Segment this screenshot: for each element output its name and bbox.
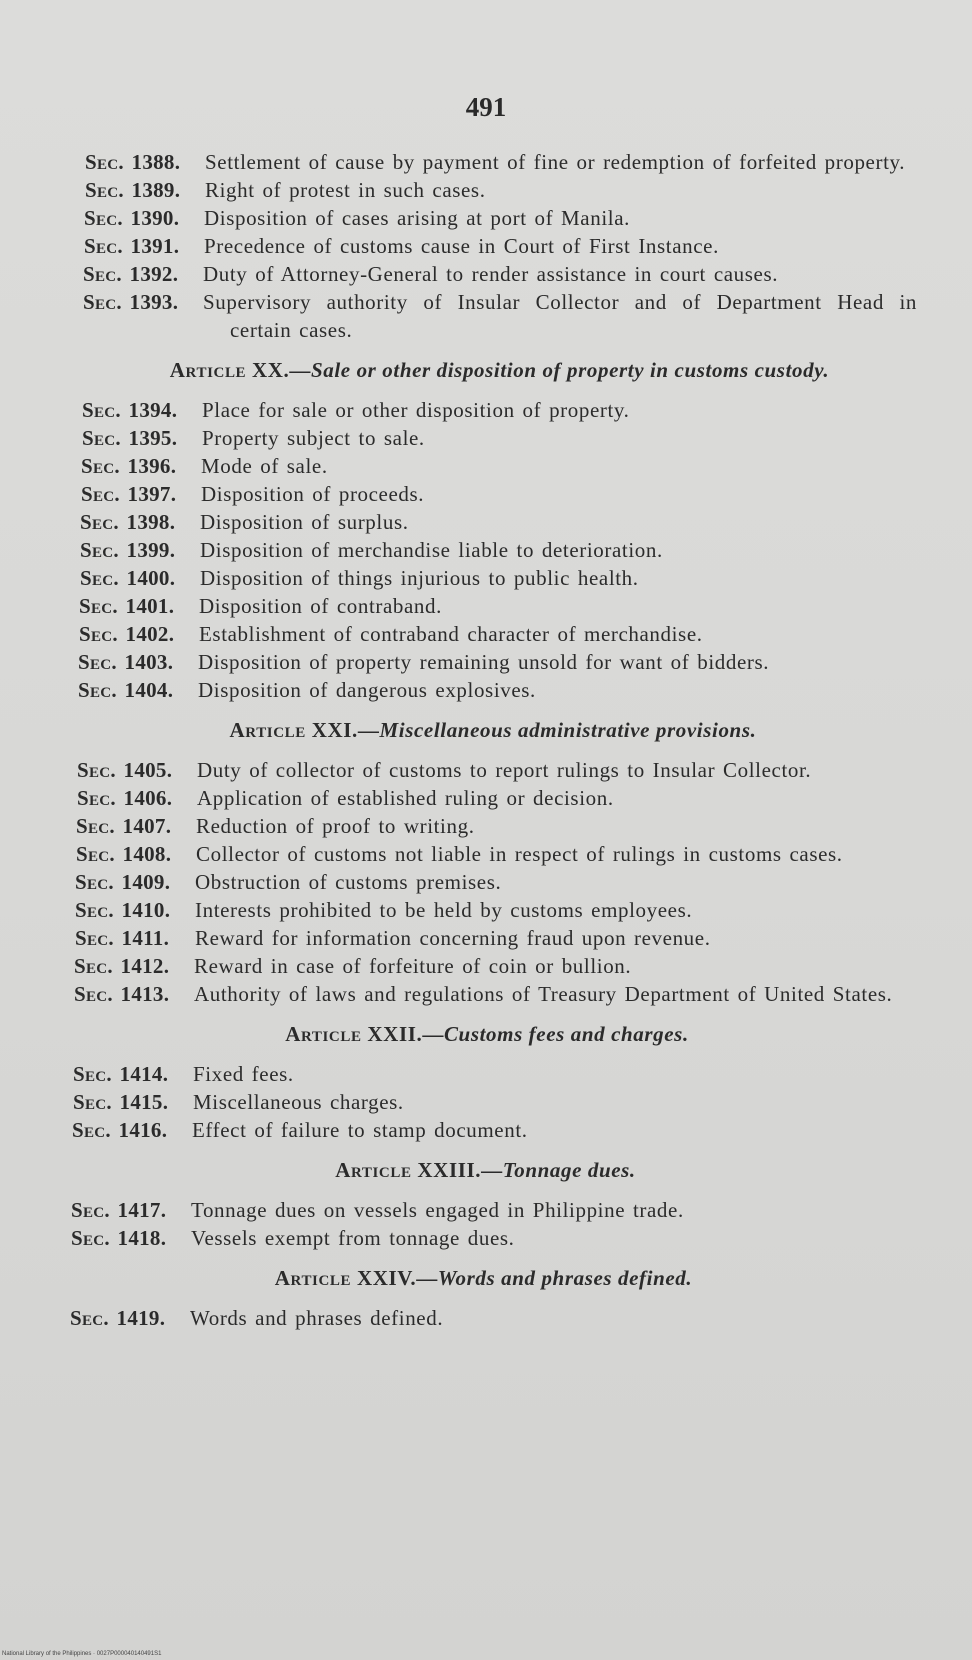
section-prefix: Sec.	[82, 398, 121, 422]
section-num: 1402.	[125, 622, 175, 646]
section-prefix: Sec.	[82, 426, 121, 450]
article-title: Tonnage dues.	[502, 1158, 636, 1182]
section-prefix: Sec.	[80, 538, 119, 562]
section-number	[76, 812, 194, 840]
section-entry	[71, 1196, 898, 1224]
section-number	[82, 396, 200, 424]
section-num: 1410.	[121, 898, 171, 922]
section-prefix: Sec.	[77, 758, 116, 782]
section-prefix: Sec.	[81, 482, 120, 506]
section-title: Property subject to sale.	[202, 426, 425, 450]
section-entry	[77, 756, 907, 784]
section-number	[76, 840, 194, 868]
section-entry	[73, 1060, 901, 1088]
section-entry	[75, 896, 904, 924]
section-num: 1399.	[126, 538, 176, 562]
section-title: Reward in case of forfeiture of coin or bullion.	[194, 954, 632, 978]
section-num: 1396.	[127, 454, 177, 478]
article-heading	[0, 1264, 972, 1292]
table-of-contents	[0, 148, 972, 1332]
section-prefix: Sec.	[85, 178, 124, 202]
section-prefix: Sec.	[75, 898, 114, 922]
section-number	[73, 1088, 191, 1116]
section-title: Effect of failure to stamp document.	[192, 1118, 528, 1142]
section-num: 1388.	[131, 150, 181, 174]
section-entry	[80, 564, 911, 592]
scan-footer: National Library of the Philippines · 0027P000040140491S1	[2, 1651, 162, 1657]
article-title: Sale or other disposition of property in customs custody.	[310, 358, 830, 382]
section-num: 1406.	[123, 786, 173, 810]
section-number	[74, 980, 192, 1008]
section-number	[77, 756, 195, 784]
section-entry	[72, 1116, 899, 1144]
section-num: 1417.	[117, 1198, 167, 1222]
section-entry	[76, 840, 905, 868]
section-number	[82, 424, 200, 452]
section-entry	[77, 784, 907, 812]
section-num: 1413.	[120, 982, 170, 1006]
section-title: Authority of laws and regulations of Treasury Department of United States.	[194, 982, 893, 1006]
section-title: Application of established ruling or decision.	[197, 786, 614, 810]
section-prefix: Sec.	[71, 1226, 110, 1250]
section-number	[75, 868, 193, 896]
section-entry	[75, 924, 903, 952]
page-number: 491	[465, 92, 507, 122]
section-entry	[81, 480, 913, 508]
section-num: 1401.	[125, 594, 175, 618]
section-num: 1392.	[129, 262, 179, 286]
section-title: Collector of customs not liable in respect of rulings in customs cases.	[196, 842, 843, 866]
section-number	[74, 952, 192, 980]
section-title: Duty of collector of customs to report rulings to Insular Collector.	[197, 758, 812, 782]
section-title: Reduction of proof to writing.	[196, 814, 475, 838]
section-title: Obstruction of customs premises.	[195, 870, 502, 894]
section-prefix: Sec.	[79, 622, 118, 646]
article-label: Article XXI.—	[229, 718, 380, 742]
section-prefix: Sec.	[70, 1306, 109, 1330]
section-number	[79, 592, 197, 620]
section-entry	[83, 260, 917, 288]
section-prefix: Sec.	[75, 926, 114, 950]
section-prefix: Sec.	[80, 566, 119, 590]
section-entry	[82, 396, 915, 424]
section-prefix: Sec.	[73, 1062, 112, 1086]
section-number	[80, 508, 198, 536]
section-title: Disposition of contraband.	[199, 594, 442, 618]
section-title: Precedence of customs cause in Court of First Instance.	[204, 234, 719, 258]
section-num: 1404.	[124, 678, 174, 702]
section-entry	[71, 1224, 897, 1252]
section-prefix: Sec.	[78, 678, 117, 702]
section-entry	[76, 812, 906, 840]
section-num: 1415.	[119, 1090, 169, 1114]
section-number	[72, 1116, 190, 1144]
article-label: Article XX.—	[169, 358, 311, 382]
section-entry	[70, 1304, 896, 1332]
section-number	[78, 648, 196, 676]
section-num: 1403.	[124, 650, 174, 674]
section-number	[81, 452, 199, 480]
section-entry	[80, 508, 913, 536]
article-label: Article XXIII.—	[335, 1158, 503, 1182]
article-heading	[0, 1156, 972, 1184]
section-number	[85, 176, 203, 204]
section-entry	[84, 232, 918, 260]
section-prefix: Sec.	[81, 454, 120, 478]
section-num: 1397.	[127, 482, 177, 506]
section-prefix: Sec.	[72, 1118, 111, 1142]
section-num: 1389.	[131, 178, 181, 202]
section-entry	[85, 148, 920, 176]
section-num: 1416.	[118, 1118, 168, 1142]
section-title: Reward for information concerning fraud upon revenue.	[195, 926, 711, 950]
section-number	[80, 536, 198, 564]
section-title: Interests prohibited to be held by customs employees.	[195, 898, 693, 922]
section-entry	[81, 452, 914, 480]
article-heading	[0, 1020, 972, 1048]
section-num: 1393.	[129, 290, 179, 314]
section-prefix: Sec.	[79, 594, 118, 618]
section-title: Mode of sale.	[201, 454, 328, 478]
section-num: 1395.	[128, 426, 178, 450]
section-entry	[84, 204, 919, 232]
section-num: 1391.	[130, 234, 180, 258]
section-entry	[83, 288, 917, 344]
section-title: Fixed fees.	[193, 1062, 294, 1086]
section-prefix: Sec.	[73, 1090, 112, 1114]
section-num: 1390.	[130, 206, 180, 230]
section-num: 1405.	[123, 758, 173, 782]
section-number	[71, 1224, 189, 1252]
section-num: 1418.	[117, 1226, 167, 1250]
section-title: Miscellaneous charges.	[193, 1090, 404, 1114]
section-title: Duty of Attorney-General to render assistance in court causes.	[203, 262, 779, 286]
article-label: Article XXIV.—	[274, 1266, 438, 1290]
section-prefix: Sec.	[84, 234, 123, 258]
section-entry	[73, 1088, 900, 1116]
section-number	[81, 480, 199, 508]
section-entry	[74, 980, 902, 1008]
section-num: 1400.	[126, 566, 176, 590]
section-num: 1411.	[121, 926, 170, 950]
article-title: Words and phrases defined.	[437, 1266, 693, 1290]
article-title: Customs fees and charges.	[443, 1022, 689, 1046]
section-title: Supervisory authority of Insular Collector and of Department Head in certain cases.	[203, 290, 917, 342]
section-number	[85, 148, 203, 176]
section-num: 1414.	[119, 1062, 169, 1086]
section-prefix: Sec.	[85, 150, 124, 174]
section-entry	[78, 648, 909, 676]
section-number	[78, 676, 196, 704]
section-title: Tonnage dues on vessels engaged in Philippine trade.	[191, 1198, 684, 1222]
section-num: 1394.	[128, 398, 178, 422]
article-heading	[0, 716, 972, 744]
section-number	[84, 204, 202, 232]
section-num: 1407.	[122, 814, 172, 838]
section-title: Place for sale or other disposition of property.	[202, 398, 630, 422]
section-num: 1398.	[126, 510, 176, 534]
section-number	[80, 564, 198, 592]
section-entry	[74, 952, 903, 980]
section-number	[77, 784, 195, 812]
section-number	[83, 260, 201, 288]
section-prefix: Sec.	[71, 1198, 110, 1222]
section-number	[84, 232, 202, 260]
section-title: Settlement of cause by payment of fine or redemption of forfeited property.	[205, 150, 906, 174]
article-title: Miscellaneous administrative provisions.	[379, 718, 757, 742]
section-prefix: Sec.	[76, 814, 115, 838]
section-entry	[79, 592, 911, 620]
section-prefix: Sec.	[75, 870, 114, 894]
section-prefix: Sec.	[77, 786, 116, 810]
section-number	[73, 1060, 191, 1088]
section-title: Words and phrases defined.	[190, 1306, 444, 1330]
section-number	[70, 1304, 188, 1332]
section-prefix: Sec.	[80, 510, 119, 534]
article-heading	[0, 356, 972, 384]
section-prefix: Sec.	[83, 262, 122, 286]
section-prefix: Sec.	[74, 982, 113, 1006]
section-prefix: Sec.	[78, 650, 117, 674]
section-entry	[75, 868, 905, 896]
section-title: Establishment of contraband character of merchandise.	[199, 622, 703, 646]
section-num: 1412.	[120, 954, 170, 978]
section-title: Right of protest in such cases.	[205, 178, 486, 202]
section-title: Disposition of proceeds.	[201, 482, 425, 506]
section-entry	[78, 676, 909, 704]
section-title: Disposition of surplus.	[200, 510, 409, 534]
section-entry	[80, 536, 912, 564]
section-title: Disposition of merchandise liable to deterioration.	[200, 538, 663, 562]
section-entry	[85, 176, 919, 204]
section-number	[79, 620, 197, 648]
section-title: Disposition of cases arising at port of Manila.	[204, 206, 630, 230]
section-num: 1419.	[116, 1306, 166, 1330]
section-entry	[82, 424, 915, 452]
section-number	[71, 1196, 189, 1224]
section-title: Disposition of things injurious to public health.	[200, 566, 639, 590]
section-prefix: Sec.	[83, 290, 122, 314]
section-num: 1408.	[122, 842, 172, 866]
section-prefix: Sec.	[84, 206, 123, 230]
section-title: Disposition of dangerous explosives.	[198, 678, 536, 702]
section-prefix: Sec.	[76, 842, 115, 866]
article-label: Article XXII.—	[285, 1022, 444, 1046]
section-title: Disposition of property remaining unsold for want of bidders.	[198, 650, 770, 674]
section-num: 1409.	[121, 870, 171, 894]
section-prefix: Sec.	[74, 954, 113, 978]
section-number	[75, 896, 193, 924]
section-number	[75, 924, 193, 952]
section-title: Vessels exempt from tonnage dues.	[191, 1226, 515, 1250]
section-number	[83, 288, 201, 316]
section-entry	[79, 620, 910, 648]
